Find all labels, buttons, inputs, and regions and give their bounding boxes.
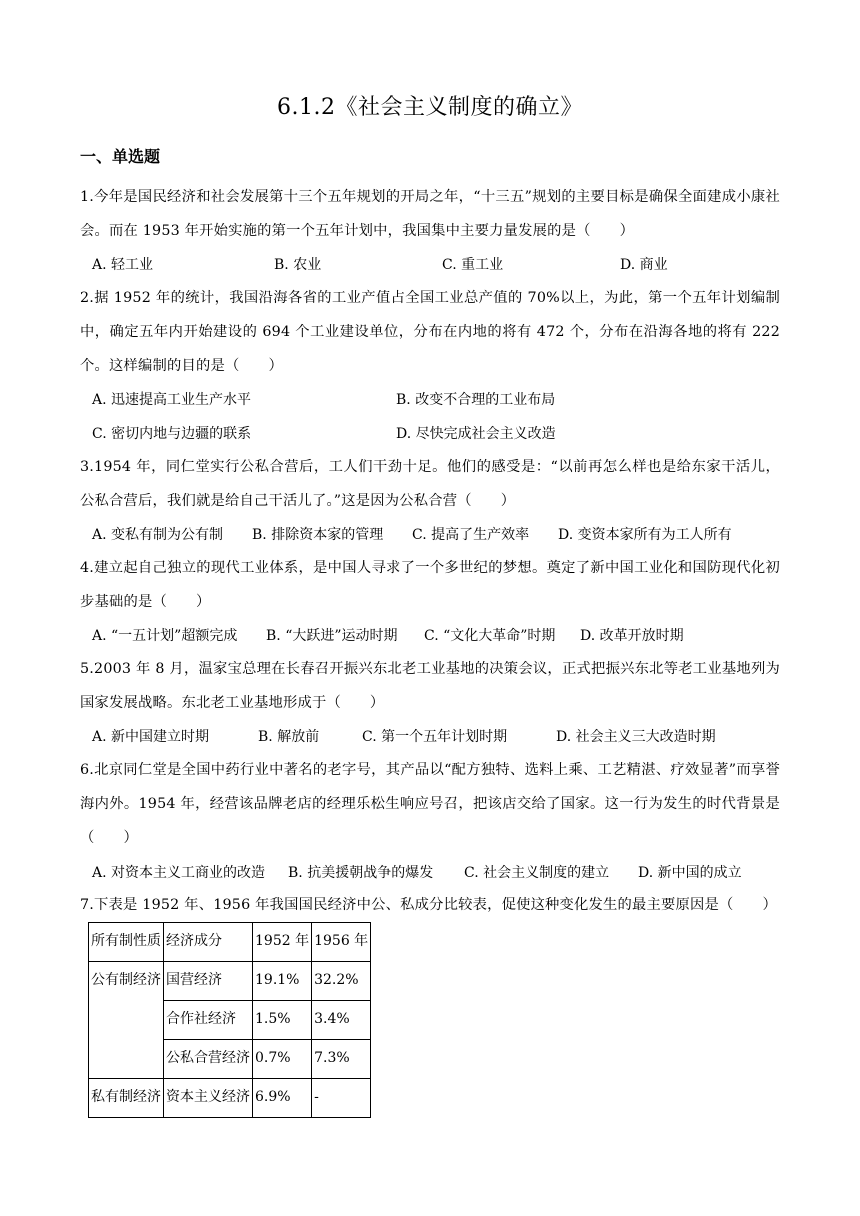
question-2-options-row2 <box>92 423 782 453</box>
table-cell: 公私合营经济 <box>164 1040 253 1079</box>
option-c[interactable]: C. “文化大革命”时期 <box>424 628 556 644</box>
option-c[interactable]: C. 密切内地与边疆的联系 <box>92 426 252 442</box>
question-2-options <box>92 389 782 419</box>
table-cell: 私有制经济 <box>89 1079 164 1118</box>
option-a[interactable]: A. 新中国建立时期 <box>92 729 210 745</box>
question-1-stem: 1.今年是国民经济和社会发展第十三个五年规划的开局之年，“十三五”规划的主要目标是确保全面建成小康社会。而在 1953 年开始实施的第一个五年计划中，我国集中主要力量发展的是（ ） <box>80 189 780 239</box>
option-d[interactable]: D. 社会主义三大改造时期 <box>556 729 716 745</box>
page-title: 6.1.2《社会主义制度的确立》 <box>277 95 583 120</box>
economy-table <box>88 922 371 1118</box>
option-b[interactable]: B. “大跃进”运动时期 <box>266 628 398 644</box>
option-d[interactable]: D. 新中国的成立 <box>638 865 742 881</box>
table-header: 1956 年 <box>312 923 371 962</box>
option-c[interactable]: C. 社会主义制度的建立 <box>464 865 610 881</box>
question-2-stem: 2.据 1952 年的统计，我国沿海各省的工业产值占全国工业总产值的 70%以上，为此，第一个五年计划编制中，确定五年内开始建设的 694 个工业建设单位，分布在内地的将有 472 个，分布在沿海各地的将有 222 个。这样编制的目的是（ ） <box>80 290 780 374</box>
option-b[interactable]: B. 抗美援朝战争的爆发 <box>288 865 434 881</box>
table-cell: 公有制经济 <box>89 962 164 1079</box>
option-b[interactable]: B. 排除资本家的管理 <box>252 527 384 543</box>
question-5-options <box>92 726 782 756</box>
table-cell: 国营经济 <box>164 962 253 1001</box>
question-6-stem: 6.北京同仁堂是全国中药行业中著名的老字号，其产品以“配方独特、选料上乘、工艺精湛、疗效显著”而享誉海内外。1954 年，经营该品牌老店的经理乐松生响应号召，把该店交给了国家。这一行为发生的时代背景是（ ） <box>80 762 780 846</box>
question-4-stem: 4.建立起自己独立的现代工业体系，是中国人寻求了一个多世纪的梦想。奠定了新中国工业化和国防现代化初步基础的是（ ） <box>80 560 780 610</box>
option-c[interactable]: C. 第一个五年计划时期 <box>362 729 508 745</box>
option-d[interactable]: D. 尽快完成社会主义改造 <box>396 426 556 442</box>
table-header-row <box>89 923 371 962</box>
question-1-options <box>92 254 782 284</box>
option-a[interactable]: A. “一五计划”超额完成 <box>92 628 238 644</box>
option-a[interactable]: A. 对资本主义工商业的改造 <box>92 865 266 881</box>
question-3-options <box>92 524 782 554</box>
table-cell: 6.9% <box>253 1079 312 1118</box>
table-cell: 1.5% <box>253 1001 312 1040</box>
question-5-stem: 5.2003 年 8 月，温家宝总理在长春召开振兴东北老工业基地的决策会议，正式把振兴东北等老工业基地列为国家发展战略。东北老工业基地形成于（ ） <box>80 661 780 711</box>
option-b[interactable]: B. 解放前 <box>258 729 320 745</box>
option-d[interactable]: D. 改革开放时期 <box>580 628 684 644</box>
table-cell: 合作社经济 <box>164 1001 253 1040</box>
option-a[interactable]: A. 迅速提高工业生产水平 <box>92 392 252 408</box>
table-row <box>89 962 371 1001</box>
question-4-options <box>92 625 782 655</box>
table-cell: 3.4% <box>312 1001 371 1040</box>
question-7-stem: 7.下表是 1952 年、1956 年我国国民经济中公、私成分比较表，促使这种变化发生的最主要原因是（ ） <box>80 897 778 913</box>
option-d[interactable]: D. 变资本家所有为工人所有 <box>558 527 732 543</box>
table-header: 经济成分 <box>164 923 253 962</box>
option-d[interactable]: D. 商业 <box>620 257 668 273</box>
table-row <box>89 1079 371 1118</box>
option-b[interactable]: B. 农业 <box>274 257 322 273</box>
option-b[interactable]: B. 改变不合理的工业布局 <box>396 392 556 408</box>
question-3-stem: 3.1954 年，同仁堂实行公私合营后，工人们干劲十足。他们的感受是：“以前再怎么样也是给东家干活儿，公私合营后，我们就是给自己干活儿了。”这是因为公私合营（ ） <box>80 459 780 509</box>
table-cell: 32.2% <box>312 962 371 1001</box>
option-a[interactable]: A. 轻工业 <box>92 257 154 273</box>
table-cell: - <box>312 1079 371 1118</box>
table-cell: 19.1% <box>253 962 312 1001</box>
table-cell: 7.3% <box>312 1040 371 1079</box>
table-header: 所有制性质 <box>89 923 164 962</box>
option-c[interactable]: C. 重工业 <box>442 257 504 273</box>
table-cell: 0.7% <box>253 1040 312 1079</box>
section-heading: 一、单选题 <box>80 147 161 166</box>
option-a[interactable]: A. 变私有制为公有制 <box>92 527 224 543</box>
table-cell: 资本主义经济 <box>164 1079 253 1118</box>
option-c[interactable]: C. 提高了生产效率 <box>412 527 530 543</box>
table-header: 1952 年 <box>253 923 312 962</box>
